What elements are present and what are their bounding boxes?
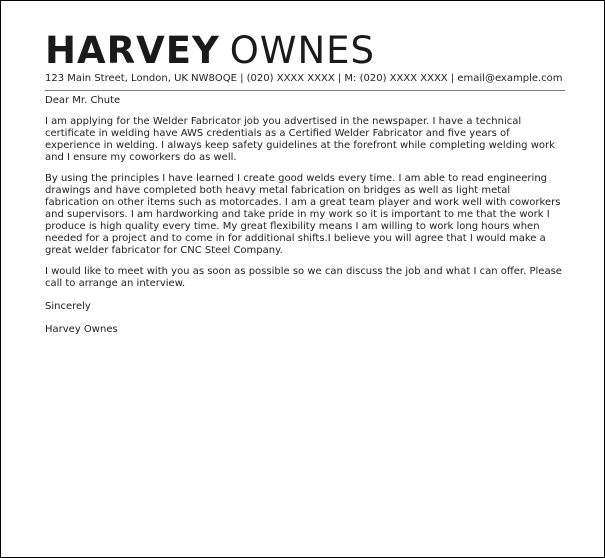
sender-last-name: OWNES [229,29,376,72]
paragraph-1: I am applying for the Welder Fabricator job you advertised in the newspaper. I have a technical certificate in welding have AWS credentials as a Certified Welder Fabricator and five years of experience in welding. I always keep safety guidelines at the forefront while completing welding work and I ensure my coworkers do as well. [45,116,555,163]
sender-name [45,31,565,71]
contact-line: 123 Main Street, London, UK NW8OQE | (020) XXXX XXXX | M: (020) XXXX XXXX | email@example.com [45,73,563,84]
closing: Sincerely [45,301,91,312]
salutation: Dear Mr. Chute [45,95,121,106]
paragraph-2: By using the principles I have learned I create good welds every time. I am able to read engineering drawings and have completed both heavy metal fabrication on bridges as well as light metal fabrication on other items such as motorcades. I am a great team player and work well with coworkers and supervisors. I am hardworking and take pride in my work so it is important to me that the work I produce is high quality every time. My great flexibility means I am willing to work long hours when needed for a project and to come in for additional shifts.I believe you will agree that I would make a great welder fabricator for CNC Steel Company. [45,173,561,256]
signature-name: Harvey Ownes [45,324,118,335]
header-divider [45,90,565,91]
paragraph-3: I would like to meet with you as soon as possible so we can discuss the job and what I can offer. Please call to arrange an interview. [45,266,562,289]
sender-first-name: HARVEY [45,29,220,72]
letter-body [45,95,565,336]
cover-letter [45,31,565,336]
